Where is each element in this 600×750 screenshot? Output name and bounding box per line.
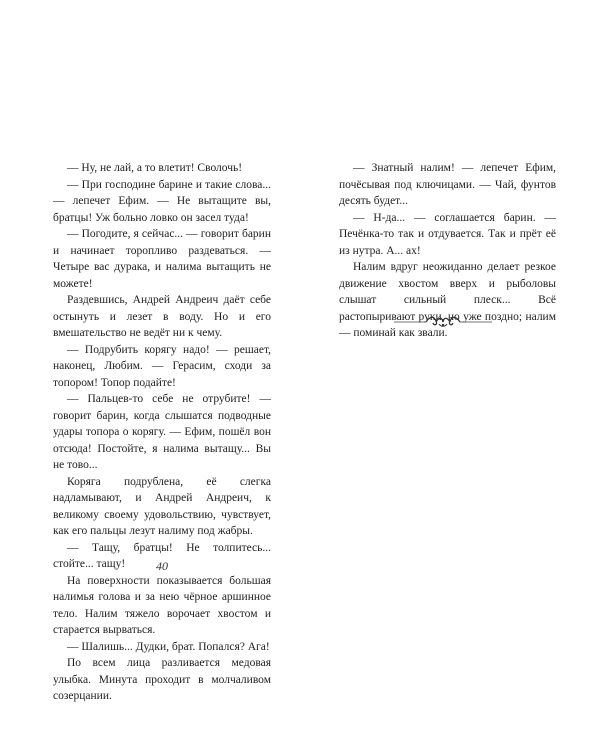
paragraph: — Ну, не лай, а то влетит! Сволочь! [67, 162, 243, 174]
paragraph: На поверхности показывается большая налимья голова и за нею чёрное аршинное тело. Налим тяжело ворочает хвостом и старается вырваться. [53, 574, 271, 636]
paragraph: Коряга подрублена, её слегка надламывают, и Андрей Андреич, к великому своему удовольствию, чувствует, как его пальцы лезут налиму под жабры. [53, 475, 271, 537]
paragraph: — Подрубить корягу надо! — решает, наконец, Любим. — Герасим, сходи за топором! Топор подайте! [53, 343, 271, 389]
ornament-divider-icon [394, 314, 492, 330]
paragraph: — Н-да... — соглашается барин. — Печёнка-то так и отдувается. Так и прёт её из нутра. А... ах! [339, 211, 556, 257]
paragraph: Раздевшись, Андрей Андреич даёт себе остынуть и лезет в воду. Но и его вмешательство не ведёт ни к чему. [53, 294, 271, 339]
paragraph: — Знатный налим! — лепечет Ефим, почёсывая под ключицами. — Чай, фунтов десять будет... [339, 162, 556, 207]
page-number: 40 [156, 559, 168, 573]
paragraph: — Погодите, я сейчас... — говорит барин и начинает торопливо раздеваться. — Четыре вас дурака, и налима вытащить не можете! [53, 228, 271, 290]
left-text-column [53, 160, 271, 705]
paragraph: — При господине барине и такие слова... — лепечет Ефим. — Не вытащите вы, братцы! Уж больно ловко он засел туда! [53, 178, 271, 224]
paragraph: — Шалишь... Дудки, брат. Попался? Ага! [67, 640, 270, 653]
paragraph: — Тащу, братцы! Не толпитесь... стойте... тащу! [53, 541, 271, 570]
paragraph: По всем лица разливается медовая улыбка. Минута проходит в молчаливом созерцании. [53, 657, 271, 702]
paragraph: — Пальцев-то себе не отрубите! — говорит барин, когда слышатся подводные удары топора о корягу. — Ефим, пошёл вон отсюда! Постойте, я налима вытащу... Вы не тово... [53, 393, 271, 471]
paragraph: Налим вдруг неожиданно делает резкое движение хвостом вверх и рыболовы слышат сильный плеск... Всё растопыривают руки, но уже поздно; налим — поминай как звали. [339, 261, 556, 339]
